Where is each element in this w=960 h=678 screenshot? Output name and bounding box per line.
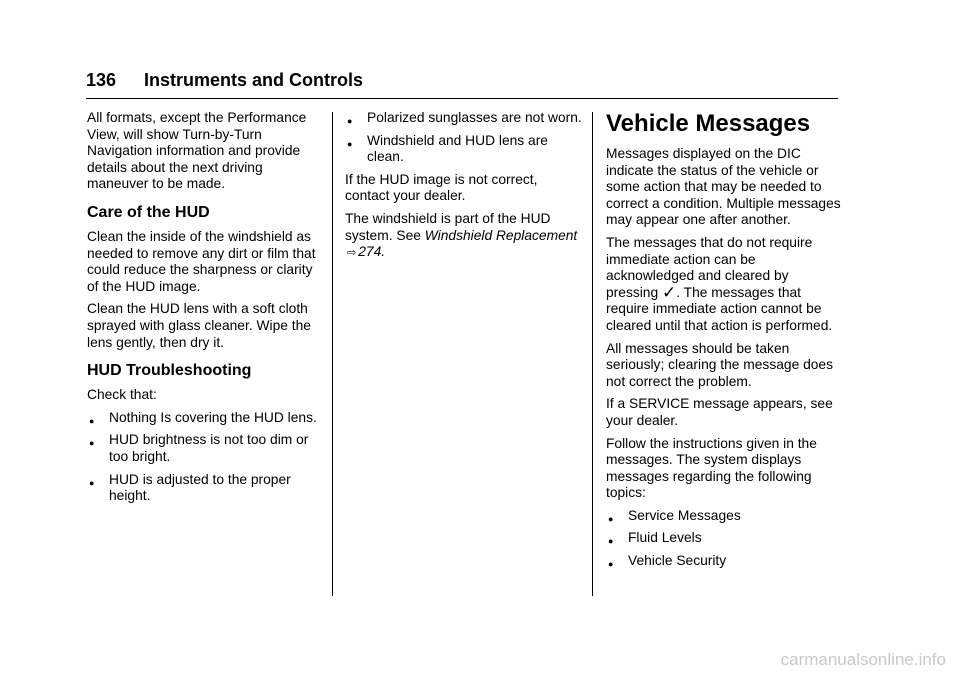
bullet-icon: ● <box>608 559 614 570</box>
list-item-text: Service Messages <box>628 507 741 523</box>
bullet-icon: ● <box>89 415 95 426</box>
check-that-label: Check that: <box>87 387 157 403</box>
list-item-text: Windshield and HUD lens are clean. <box>367 132 548 165</box>
hud-paragraph: If the HUD image is not correct, contact your dealer. <box>345 171 538 204</box>
care-heading: Care of the HUD <box>87 203 210 221</box>
page-arrow-icon: ⇨ <box>347 247 357 260</box>
intro-paragraph: All formats, except the Performance View, will show Turn-by-Turn Navigation information and provide details about the next driving maneuver to be made. <box>87 110 307 192</box>
section-title: Instruments and Controls <box>144 70 364 90</box>
bullet-icon: ● <box>347 116 353 126</box>
list-item <box>606 553 842 570</box>
list-item-text: HUD brightness is not too dim or too bright. <box>109 432 309 464</box>
windshield-paragraph <box>345 211 585 262</box>
page-number: 136 <box>86 70 117 90</box>
list-item-text: Fluid Levels <box>628 530 702 546</box>
column-divider <box>332 112 333 596</box>
column-1 <box>87 110 327 511</box>
care-paragraph: Clean the HUD lens with a soft cloth sprayed with glass cleaner. Wipe the lens gently, then dry it. <box>87 301 311 350</box>
instructions-paragraph: Follow the instructions given in the messages. The system displays messages regarding the following topics: <box>606 435 817 501</box>
windshield-text: The windshield is part of the HUD system. See <box>345 210 551 243</box>
list-item <box>606 530 842 547</box>
serious-paragraph: All messages should be taken seriously; clearing the message does not correct the problem. <box>606 340 834 389</box>
vehicle-messages-heading: Vehicle Messages <box>606 110 811 137</box>
acknowledge-text-end: . The messages that require immediate action cannot be cleared until that action is performed. <box>606 284 833 333</box>
bullet-icon: ● <box>347 138 353 149</box>
list-item <box>345 110 585 127</box>
bullet-icon: ● <box>608 536 614 547</box>
page-reference[interactable]: 274 <box>358 244 382 260</box>
list-item-text: Nothing Is covering the HUD lens. <box>109 409 317 425</box>
list-item <box>87 472 327 505</box>
messages-paragraph: Messages displayed on the DIC indicate the status of the vehicle or some action that may be needed to correct a condition. Multiple messages may appear one after another. <box>606 146 841 228</box>
bullet-icon: ● <box>608 513 614 524</box>
column-3 <box>606 110 842 576</box>
list-item <box>606 508 842 525</box>
list-item-text: Vehicle Security <box>628 553 727 569</box>
care-paragraph: Clean the inside of the windshield as needed to remove any dirt or film that could reduce the sharpness or clarity of the HUD image. <box>87 228 316 294</box>
acknowledge-text: The messages that do not require immediate action can be acknowledged and cleared by pressing <box>606 234 813 300</box>
list-item-text: HUD is adjusted to the proper height. <box>109 471 291 504</box>
windshield-replacement-link[interactable]: Windshield Replacement <box>424 227 578 243</box>
list-item <box>87 432 327 465</box>
troubleshooting-heading: HUD Troubleshooting <box>87 362 252 380</box>
column-divider <box>592 112 593 596</box>
check-icon: ✓ <box>662 282 677 302</box>
bullet-icon: ● <box>89 438 95 449</box>
list-item <box>87 410 327 427</box>
watermark: carmanualsonline.info <box>780 650 946 669</box>
period: . <box>381 244 386 260</box>
column-2 <box>345 110 585 268</box>
header-rule <box>86 98 838 99</box>
acknowledge-paragraph <box>606 235 842 335</box>
list-item-text: Polarized sunglasses are not worn. <box>367 110 582 125</box>
list-item <box>345 133 585 166</box>
bullet-icon: ● <box>89 477 95 488</box>
page-header <box>86 70 838 98</box>
service-paragraph: If a SERVICE message appears, see your dealer. <box>606 396 833 428</box>
